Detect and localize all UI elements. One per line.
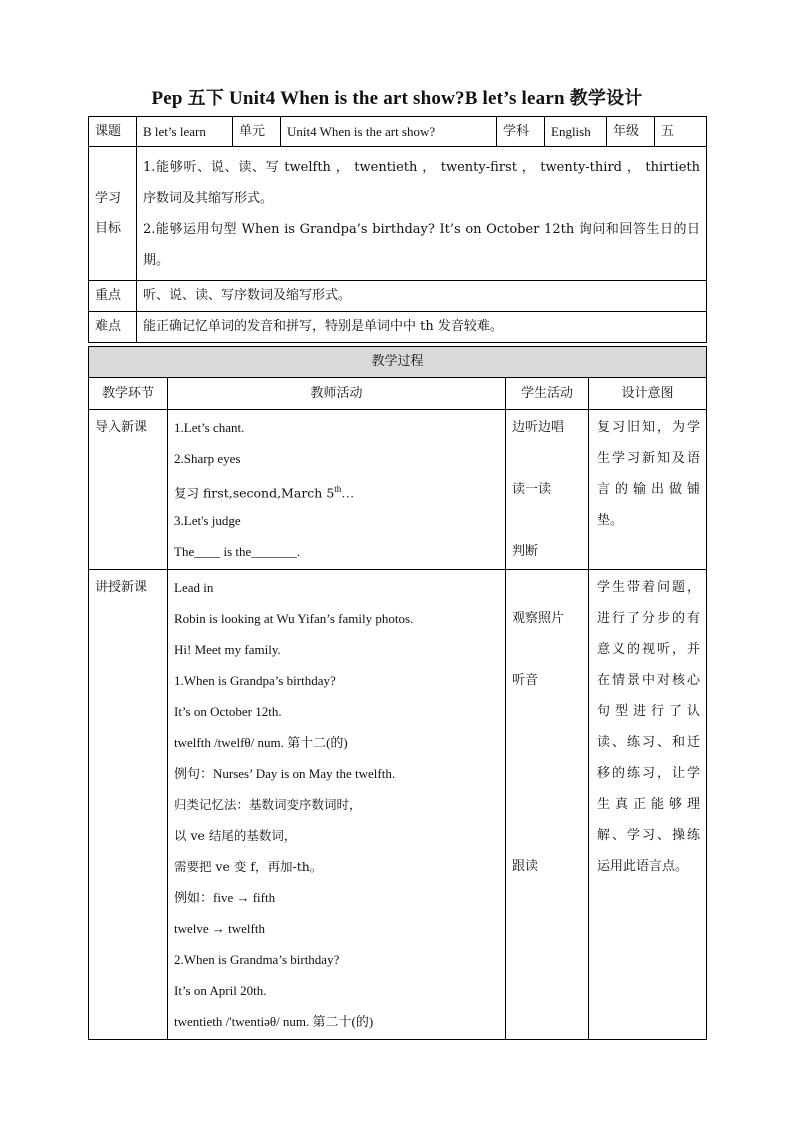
teacher-line: 2.Sharp eyes <box>174 451 241 466</box>
header-student-activity: 学生活动 <box>506 378 589 410</box>
objectives-content <box>137 147 707 281</box>
teacher-line: It’s on April 20th. <box>174 983 267 998</box>
student-activity-item: 听音 <box>512 673 539 688</box>
student-activity-item: 观察照片 <box>512 611 565 626</box>
stage-1-teacher-activity <box>168 410 506 570</box>
topic-value: B let’s learn <box>137 117 233 147</box>
teacher-line: 1.Let’s chant. <box>174 420 245 435</box>
grade-value: 五 <box>655 117 707 147</box>
key-points-value: 听、说、读、写序数词及缩写形式。 <box>137 281 707 312</box>
unit-label: 单元 <box>233 117 281 147</box>
subject-value: English <box>545 117 607 147</box>
stage-1-design-intent <box>589 410 707 570</box>
stage-1-label: 导入新课 <box>95 420 148 435</box>
page-title <box>0 84 794 110</box>
student-activity-item: 跟读 <box>512 859 539 874</box>
header-stage: 教学环节 <box>89 378 168 410</box>
topic-label: 课题 <box>89 117 137 147</box>
teacher-line: 以 ve 结尾的基数词， <box>174 828 297 843</box>
subject-label: 学科 <box>497 117 545 147</box>
header-design-intent: 设计意图 <box>589 378 707 410</box>
objectives-label <box>89 147 137 281</box>
teacher-line: 例如：five → fifth <box>174 890 276 905</box>
stage-2-label: 讲授新课 <box>95 580 148 595</box>
objectives-label-line1: 学习 <box>95 190 122 206</box>
ellipsis: … <box>341 485 355 501</box>
design-intent-text: 学生带着问题，进行了分步的有意义的视听，并在情景中对核心句型进行了认读、练习、和迁移的练习，让学生真正能够理解、学习、操练运用此语言点。 <box>597 580 701 874</box>
stage-2-teacher-activity <box>168 570 506 1040</box>
objectives-label-line2: 目标 <box>95 220 122 236</box>
teaching-process-band: 教学过程 <box>89 347 707 378</box>
objective-1: 1.能够听、说、读、写 twelfth ， twentieth ， twenty-first ， twenty-third ， thirtieth 序数词及其缩写形式。 <box>143 159 700 206</box>
stage-1-student-activity <box>506 410 589 570</box>
title-grade: 五下 <box>187 88 225 109</box>
teacher-line: Lead in <box>174 580 214 595</box>
grade-label: 年级 <box>607 117 655 147</box>
student-activity-item: 边听边唱 <box>512 420 565 435</box>
title-suffix: 教学设计 <box>569 88 643 109</box>
teacher-line <box>174 474 505 505</box>
stage-2-student-activity <box>506 570 589 1040</box>
student-activity-item: 判断 <box>512 544 539 559</box>
teacher-line: It’s on October 12th. <box>174 704 282 719</box>
teacher-line: Hi! Meet my family. <box>174 642 281 657</box>
header-teacher-activity: 教师活动 <box>168 378 506 410</box>
teacher-line: 归类记忆法：基数词变序数词时， <box>174 797 362 812</box>
teacher-line-text: 复习 first,second,March 5 <box>174 485 335 501</box>
unit-value: Unit4 When is the art show? <box>281 117 497 147</box>
teacher-line: The____ is the_______. <box>174 544 301 559</box>
title-main: Unit4 When is the art show?B let’s learn <box>224 88 570 109</box>
teacher-line: Robin is looking at Wu Yifan’s family photos. <box>174 611 414 626</box>
teacher-line: 例句：Nurses’ Day is on May the twelfth. <box>174 766 396 781</box>
difficulties-value: 能正确记忆单词的发音和拼写，特别是单词中中 th 发音较难。 <box>137 312 707 343</box>
key-points-label: 重点 <box>89 281 137 312</box>
teacher-line: 2.When is Grandma’s birthday? <box>174 952 340 967</box>
teacher-line: 1.When is Grandpa’s birthday? <box>174 673 336 688</box>
stage-lead-in-name <box>89 410 168 570</box>
teacher-line: twelfth /twelfθ/ num. 第十二(的) <box>174 735 348 750</box>
objective-2: 2.能够运用句型 When is Grandpa’s birthday? It’s on October 12th 询问和回答生日的日期。 <box>143 221 700 268</box>
teacher-line: twelve → twelfth <box>174 921 265 936</box>
ordinal-suffix: th <box>334 484 342 494</box>
teacher-line: twentieth /'twentiəθ/ num. 第二十(的) <box>174 1014 374 1029</box>
stage-new-lesson-name <box>89 570 168 1040</box>
course-info-table <box>88 116 707 343</box>
title-prefix: Pep <box>151 88 188 109</box>
difficulties-label: 难点 <box>89 312 137 343</box>
teaching-process-table <box>88 346 707 1040</box>
student-activity-item: 读一读 <box>512 482 552 497</box>
teacher-line: 3.Let's judge <box>174 513 241 528</box>
stage-2-design-intent <box>589 570 707 1040</box>
teacher-line: 需要把 ve 变 f，再加-th。 <box>174 859 323 874</box>
design-intent-text: 复习旧知，为学生学习新知及语言的输出做铺垫。 <box>597 420 701 528</box>
